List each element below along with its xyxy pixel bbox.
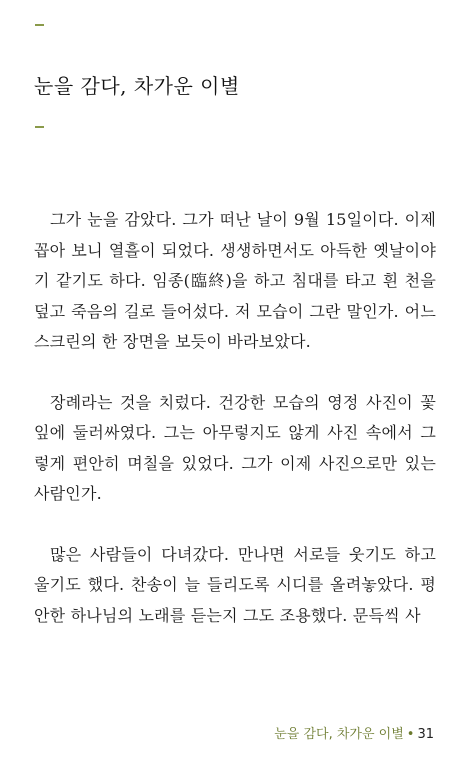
title-divider-bottom <box>35 126 44 128</box>
paragraph: 그가 눈을 감았다. 그가 떠난 날이 9월 15일이다. 이제 꼽아 보니 열흘이 되었다. 생생하면서도 아득한 옛날이야기 같기도 하다. 임종(臨終)을 하고 침대를 타고 흰 천을 덮고 죽음의 길로 들어섰다. 저 모습이 그란 말인가. 어느 스크린의 한 장면을 보듯이 바라보았다. <box>34 210 436 351</box>
paragraph: 장례라는 것을 치렀다. 건강한 모습의 영정 사진이 꽃잎에 둘러싸였다. 그는 아무렇지도 않게 사진 속에서 그렇게 편안히 며칠을 있었다. 그가 이제 사진으로만 있는 사람인가. <box>34 392 436 503</box>
footer-bullet: • <box>406 727 415 742</box>
page-number: 31 <box>417 727 434 742</box>
page-footer <box>274 723 434 742</box>
running-title: 눈을 감다, 차가운 이별 <box>274 727 404 742</box>
chapter-title: 눈을 감다, 차가운 이별 <box>34 74 240 98</box>
title-divider-top <box>35 24 44 26</box>
paragraph: 많은 사람들이 다녀갔다. 만나면 서로들 웃기도 하고 울기도 했다. 찬송이 늘 들리도록 시디를 올려놓았다. 평안한 하나님의 노래를 듣는지 그도 조용했다. 문득씩 사 <box>34 544 436 625</box>
body-text <box>34 205 436 661</box>
